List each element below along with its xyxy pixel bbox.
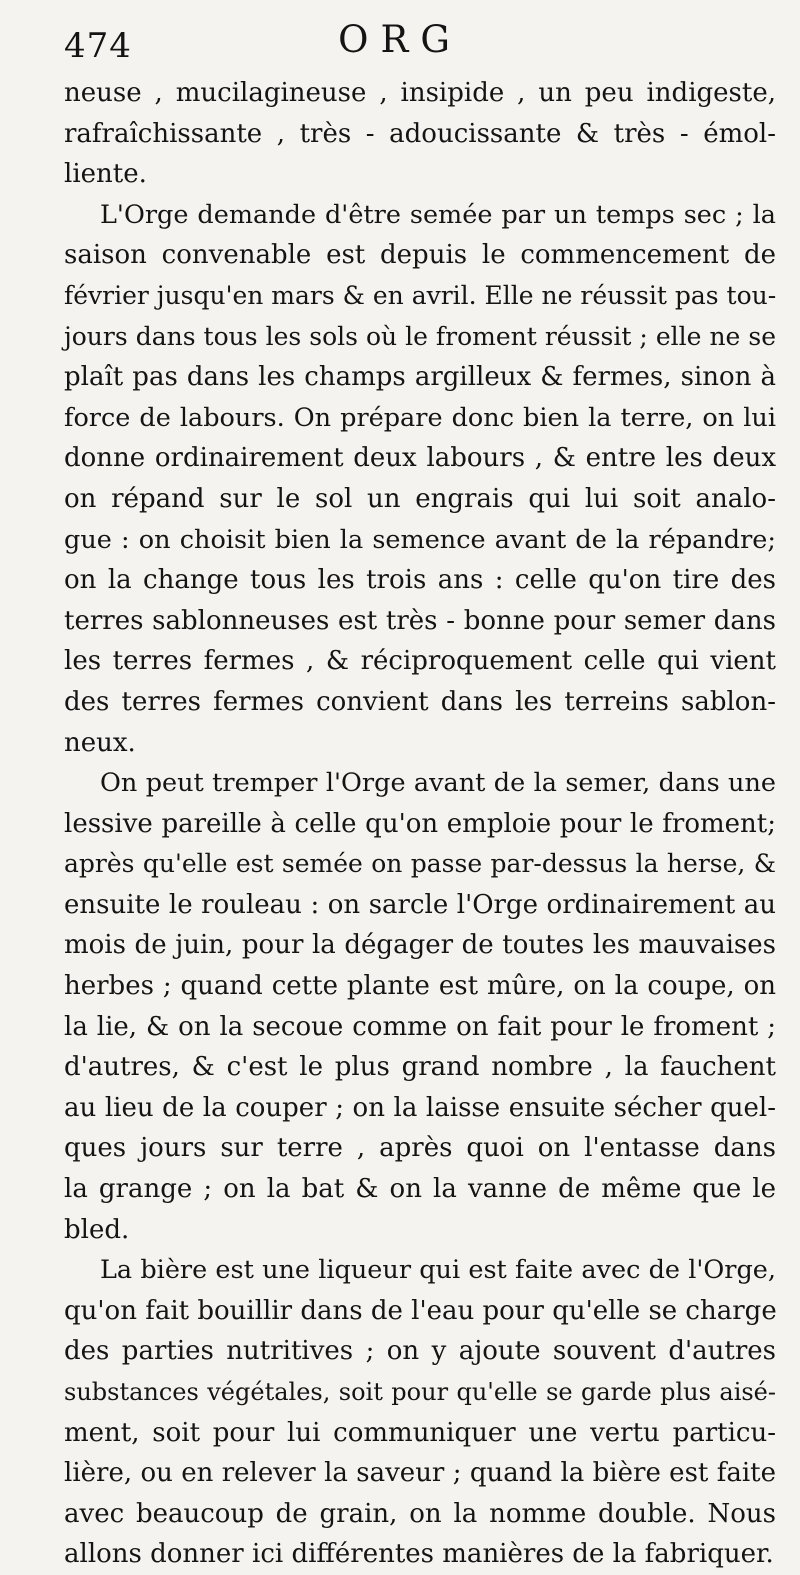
text-line: terres sablonneuses est très - bonne pour semer dans bbox=[64, 605, 776, 636]
text-line: février jusqu'en mars & en avril. Elle ne réussit pas tou- bbox=[64, 280, 777, 310]
text-line: des parties nutritives ; on y ajoute souvent d'autres bbox=[64, 1336, 776, 1367]
text-line: On peut tremper l'Orge avant de la semer, dans une bbox=[100, 768, 776, 799]
text-line: au lieu de la couper ; on la laisse ensuite sécher quel- bbox=[64, 1092, 776, 1123]
text-line: neuse , mucilagineuse , insipide , un peu indigeste, bbox=[64, 78, 776, 108]
text-line: La bière est une liqueur qui est faite avec de l'Orge, bbox=[100, 1255, 776, 1286]
text-line: la grange ; on la bat & on la vanne de même que le bbox=[64, 1174, 776, 1205]
text-line: d'autres, & c'est le plus grand nombre , la fauchent bbox=[64, 1052, 776, 1083]
text-line: bled. bbox=[64, 1214, 130, 1245]
text-line: herbes ; quand cette plante est mûre, on la coupe, on bbox=[64, 971, 776, 1002]
text-line: rafraîchissante , très - adoucissante & très - émol- bbox=[64, 118, 776, 149]
text-line: gue : on choisit bien la semence avant de la répandre; bbox=[64, 524, 776, 555]
text-line: après qu'elle est semée on passe par-dessus la herse, & bbox=[64, 849, 776, 879]
text-line: les terres fermes , & réciproquement celle qui vient bbox=[64, 646, 776, 677]
text-line: force de labours. On prépare donc bien la terre, on lui bbox=[64, 402, 776, 433]
text-line: avec beaucoup de grain, on la nomme double. Nous bbox=[64, 1498, 776, 1529]
text-line: la lie, & on la secoue comme on fait pour le froment ; bbox=[64, 1011, 776, 1042]
text-line: allons donner ici différentes manières de la fabriquer. bbox=[64, 1539, 774, 1570]
text-line: mois de juin, pour la dégager de toutes les mauvaises bbox=[64, 930, 776, 961]
text-line: lessive pareille à celle qu'on emploie pour le froment; bbox=[64, 808, 776, 839]
text-line: saison convenable est depuis le commencement de bbox=[64, 240, 776, 271]
text-line: neux. bbox=[64, 727, 136, 758]
text-line: substances végétales, soit pour qu'elle se garde plus aisé- bbox=[64, 1378, 776, 1406]
text-line: jours dans tous les sols où le froment réussit ; elle ne se bbox=[64, 321, 776, 351]
text-line: on répand sur le sol un engrais qui lui soit analo- bbox=[64, 483, 776, 514]
page-number: 474 bbox=[64, 26, 132, 66]
text-line: lière, ou en relever la saveur ; quand la bière est faite bbox=[64, 1458, 776, 1489]
text-line: ques jours sur terre , après quoi on l'entasse dans bbox=[64, 1133, 776, 1164]
text-line: plaît pas dans les champs argilleux & fermes, sinon à bbox=[64, 362, 776, 393]
text-line: donne ordinairement deux labours , & entre les deux bbox=[64, 443, 776, 474]
text-line: ensuite le rouleau : on sarcle l'Orge ordinairement au bbox=[64, 889, 776, 920]
text-line: qu'on fait bouillir dans de l'eau pour qu'elle se charge bbox=[64, 1295, 777, 1326]
text-line: L'Orge demande d'être semée par un temps sec ; la bbox=[100, 199, 776, 230]
text-line: liente. bbox=[64, 159, 147, 190]
body-text bbox=[64, 73, 776, 1575]
text-line: on la change tous les trois ans : celle qu'on tire des bbox=[64, 565, 776, 596]
text-line: ment, soit pour lui communiquer une vertu particu- bbox=[64, 1417, 776, 1448]
text-line: des terres fermes convient dans les terreins sablon- bbox=[64, 686, 776, 717]
running-head: ORG bbox=[338, 18, 462, 61]
